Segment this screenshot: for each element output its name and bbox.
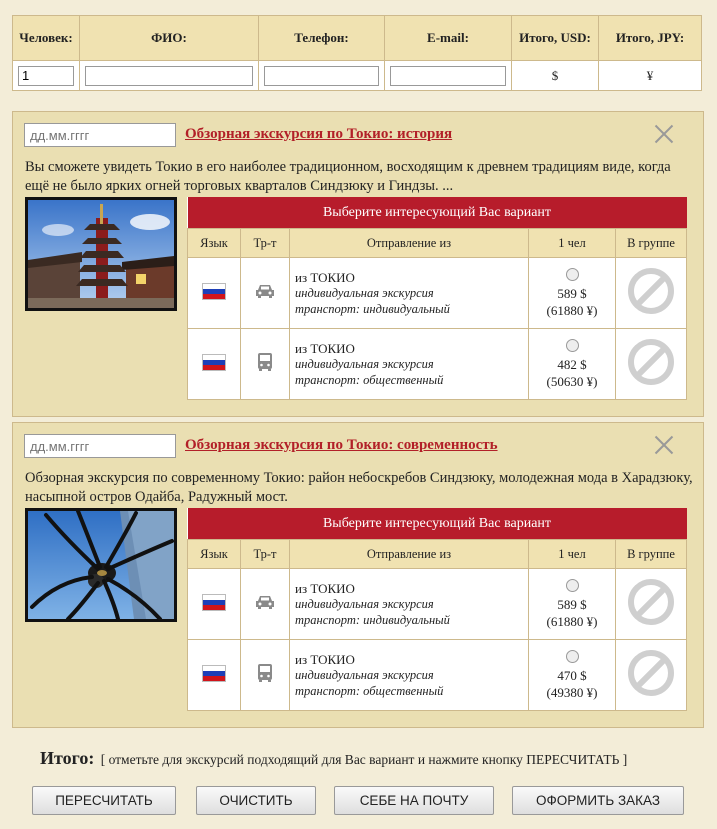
unavailable-icon: [627, 578, 675, 626]
bus-icon: [255, 663, 275, 683]
phone-cell: [259, 61, 385, 91]
tour-description: Обзорная экскурсия по современному Токио: район небоскребов Синдзюку, молодежная мода в Харадзюку, насыпной остров Одайба, Радужный мост.: [25, 470, 693, 505]
car-icon: [254, 593, 276, 611]
variant-price-usd: 589 $: [557, 596, 587, 612]
people-count-input[interactable]: [18, 66, 74, 86]
col-transport: Тр-т: [241, 229, 290, 258]
email-input[interactable]: [390, 66, 506, 86]
car-icon: [254, 282, 276, 300]
variant-price-jpy: (61880 ¥): [546, 302, 598, 318]
unavailable-icon: [627, 338, 675, 386]
variant-price-jpy: (50630 ¥): [546, 373, 598, 389]
variants-header: Выберите интересующий Вас вариант: [188, 197, 687, 229]
col-language: Язык: [188, 229, 241, 258]
tour-date-input[interactable]: [24, 123, 176, 147]
variant-row: [188, 258, 687, 329]
col-group: В группе: [616, 229, 687, 258]
tour-photo-spider: [25, 508, 177, 622]
variant-type: индивидуальная экскурсия: [295, 667, 434, 682]
fio-input[interactable]: [85, 66, 253, 86]
variant-price-usd: 589 $: [557, 285, 587, 301]
variant-row: [188, 640, 687, 711]
total-usd-value: $: [512, 61, 599, 91]
variant-transport: транспорт: индивидуальный: [295, 301, 450, 316]
total-jpy-value: ¥: [599, 61, 702, 91]
place-order-button[interactable]: ОФОРМИТЬ ЗАКАЗ: [512, 786, 684, 815]
tour-photo-pagoda: [25, 197, 177, 311]
variant-type: индивидуальная экскурсия: [295, 596, 434, 611]
col-language: Язык: [188, 540, 241, 569]
bus-icon: [255, 352, 275, 372]
variants-header: Выберите интересующий Вас вариант: [188, 508, 687, 540]
variant-price-jpy: (61880 ¥): [546, 613, 598, 629]
variant-from: из ТОКИО: [295, 340, 355, 356]
summary-hint: [ отметьте для экскурсий подходящий для Вас вариант и нажмите кнопку ПЕРЕСЧИТАТЬ ]: [100, 752, 628, 767]
variant-radio[interactable]: [566, 339, 579, 352]
variant-row: [188, 569, 687, 640]
close-icon[interactable]: [653, 124, 675, 146]
header-email: E-mail:: [385, 16, 512, 61]
fio-cell: [80, 61, 259, 91]
people-cell: [13, 61, 80, 91]
variant-from: из ТОКИО: [295, 651, 355, 667]
header-total-usd: Итого, USD:: [512, 16, 599, 61]
tour-card-modern: [12, 422, 704, 728]
close-icon[interactable]: [653, 435, 675, 457]
spider-sculpture-image: [28, 511, 174, 619]
variant-transport: транспорт: индивидуальный: [295, 612, 450, 627]
tour-date-input[interactable]: [24, 434, 176, 458]
variants-table: [187, 197, 687, 400]
col-one-person: 1 чел: [529, 540, 616, 569]
variant-from: из ТОКИО: [295, 580, 355, 596]
tour-title-link[interactable]: Обзорная экскурсия по Токио: история: [185, 126, 453, 142]
variants-table: [187, 508, 687, 711]
variant-price-usd: 482 $: [557, 356, 587, 372]
summary-label: Итого:: [40, 748, 95, 768]
variant-transport: транспорт: общественный: [295, 372, 444, 387]
unavailable-icon: [627, 267, 675, 315]
variant-radio[interactable]: [566, 579, 579, 592]
variant-type: индивидуальная экскурсия: [295, 285, 434, 300]
variant-price-usd: 470 $: [557, 667, 587, 683]
russian-flag-icon: [202, 665, 226, 682]
col-departure: Отправление из: [290, 540, 529, 569]
russian-flag-icon: [202, 594, 226, 611]
recalculate-button[interactable]: ПЕРЕСЧИТАТЬ: [32, 786, 176, 815]
variant-row: [188, 329, 687, 400]
send-to-email-button[interactable]: СЕБЕ НА ПОЧТУ: [334, 786, 494, 815]
tour-card-history: [12, 111, 704, 417]
variant-type: индивидуальная экскурсия: [295, 356, 434, 371]
col-transport: Тр-т: [241, 540, 290, 569]
summary-line: [40, 748, 627, 769]
pagoda-image: [28, 200, 174, 308]
header-phone: Телефон:: [259, 16, 385, 61]
col-departure: Отправление из: [290, 229, 529, 258]
phone-input[interactable]: [264, 66, 379, 86]
clear-button[interactable]: ОЧИСТИТЬ: [196, 786, 316, 815]
variant-transport: транспорт: общественный: [295, 683, 444, 698]
contact-form-table: [12, 15, 702, 91]
col-one-person: 1 чел: [529, 229, 616, 258]
unavailable-icon: [627, 649, 675, 697]
variant-price-jpy: (49380 ¥): [546, 684, 598, 700]
russian-flag-icon: [202, 354, 226, 371]
tour-title-link[interactable]: Обзорная экскурсия по Токио: современность: [185, 437, 498, 453]
header-people: Человек:: [13, 16, 80, 61]
variant-radio[interactable]: [566, 650, 579, 663]
russian-flag-icon: [202, 283, 226, 300]
variant-from: из ТОКИО: [295, 269, 355, 285]
header-fio: ФИО:: [80, 16, 259, 61]
col-group: В группе: [616, 540, 687, 569]
header-total-jpy: Итого, JPY:: [599, 16, 702, 61]
email-cell: [385, 61, 512, 91]
variant-radio[interactable]: [566, 268, 579, 281]
tour-description: Вы сможете увидеть Токио в его наиболее традиционном, восходящим к древнем традициям виде, когда ещё не было ярких огней торговых кварталов Синдзюку и Гиндзы. ...: [25, 159, 671, 194]
